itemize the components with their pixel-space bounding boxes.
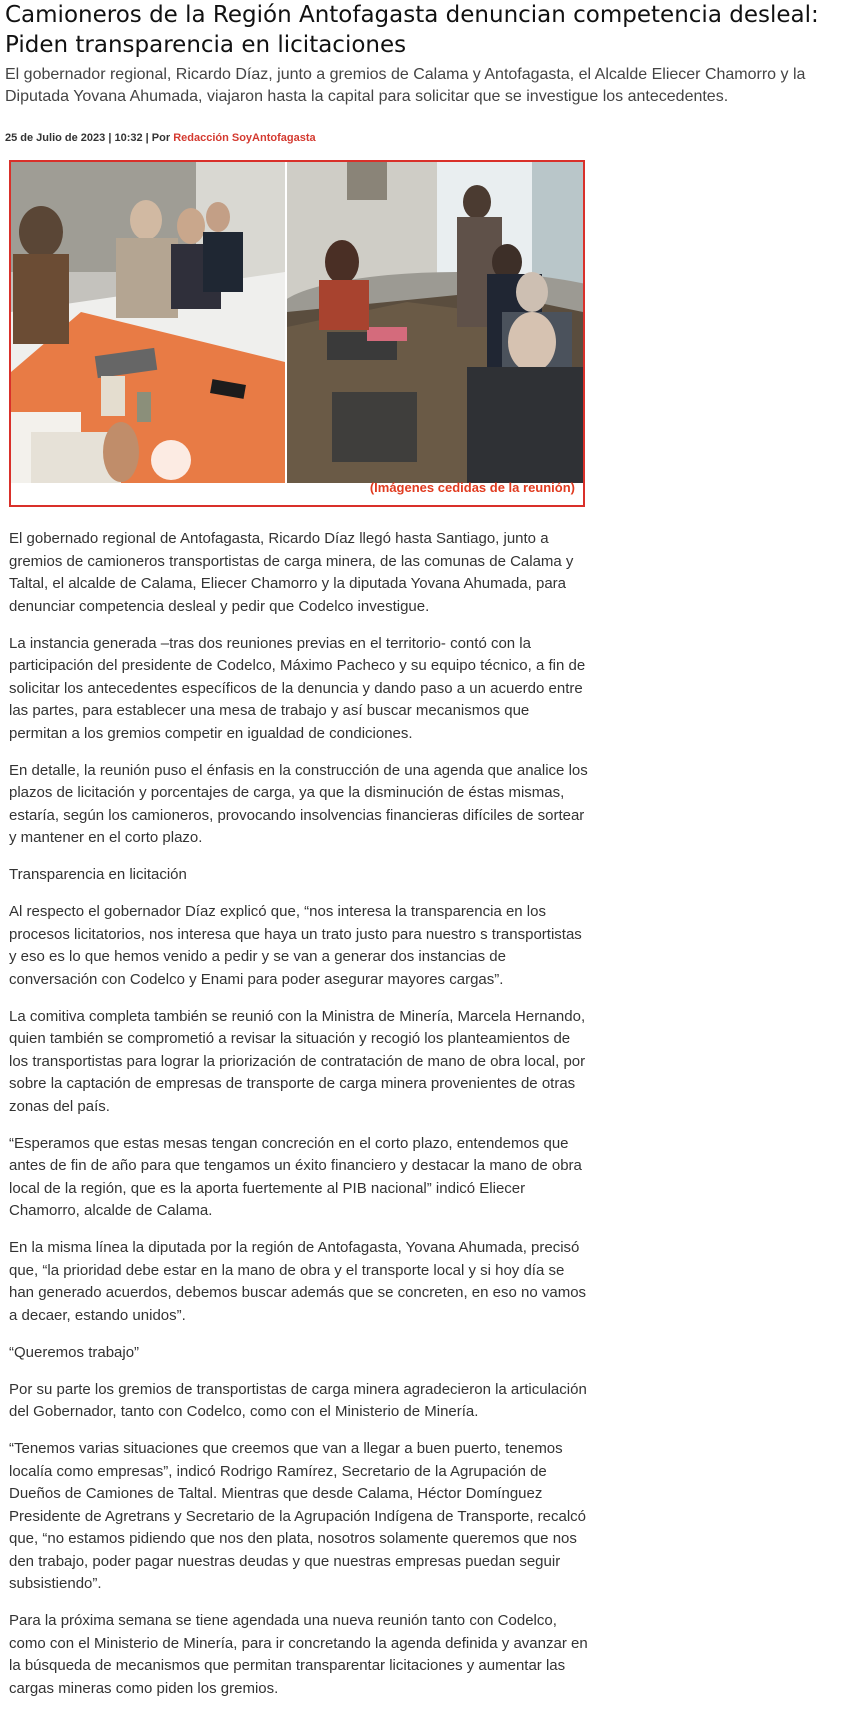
- article-body: [9, 528, 589, 1715]
- article-paragraph: El gobernado regional de Antofagasta, Ricardo Díaz llegó hasta Santiago, junto a gremios de camioneros transportistas de carga minera, de las comunas de Calama y Taltal, el alcalde de Calama, Eliecer Chamorro y la diputada Yovana Ahumada, para denunciar competencia desleal y pedir que Codelco investigue.: [9, 530, 574, 615]
- meeting-photo-right-image: [287, 162, 583, 483]
- article-paragraph: La comitiva completa también se reunió con la Ministra de Minería, Marcela Hernando, quien también se comprometió a revisar la situación y recogió los planteamientos de los transportistas para lograr la priorización de contratación de mano de obra local, por sobre la captación de empresas de transporte de carga minera provenientes de otras zonas del país.: [9, 1007, 586, 1115]
- article-paragraph: Para la próxima semana se tiene agendada una nueva reunión tanto con Codelco, como con el Ministerio de Minería, para ir concretando la agenda definida y avanzar en la búsqueda de mecanismos que permitan transparentar licitaciones y aumentar las cargas mineras como piden los gremios.: [9, 1612, 588, 1697]
- article-paragraph: “Tenemos varias situaciones que creemos que van a llegar a buen puerto, tenemos localía como empresas”, indicó Rodrigo Ramírez, Secretario de la Agrupación de Dueños de Camiones de Taltal. Mientras que desde Calama, Héctor Domínguez Presidente de Agretrans y Secretario de la Agrupación Indígena de Transporte, recalcó que, “no estamos pidiendo que nos den plata, nosotros solamente queremos que nos den trabajo, poder pagar nuestras deudas y que nuestras empresas puedan seguir subsistiendo”.: [9, 1440, 587, 1592]
- article-paragraph: Al respecto el gobernador Díaz explicó que, “nos interesa la transparencia en los procesos licitatorios, nos interesa que haya un trato justo para nuestro s transportistas y eso es lo que hemos venido a pedir y se van a generar dos instancias de conversación con Codelco y Enami para poder asegurar mayores cargas”.: [9, 903, 582, 988]
- article-meta: [5, 132, 316, 144]
- article-paragraph: La instancia generada –tras dos reuniones previas en el territorio- contó con la participación del presidente de Codelco, Máximo Pacheco y su equipo técnico, a fin de solicitar los antecedentes específicos de la denuncia y dando paso a un acuerdo entre las partes, para establecer una mesa de trabajo y así buscar mecanismos que permitan a los gremios competir en igualdad de condiciones.: [9, 634, 586, 742]
- meeting-photo-left: [11, 162, 285, 483]
- section-heading-transparencia: Transparencia en licitación: [9, 866, 187, 883]
- author-link[interactable]: Redacción SoyAntofagasta: [173, 132, 316, 144]
- article-paragraph: “Esperamos que estas mesas tengan concreción en el corto plazo, entendemos que antes de fin de año para que tengamos un éxito financiero y destacar la mano de obra local de la región, que es la aporta fuertemente al PIB nacional” indicó Eliecer Chamorro, alcalde de Calama.: [9, 1134, 582, 1219]
- article-title: Camioneros de la Región Antofagasta denuncian competencia desleal: Piden transparencia en licitaciones: [5, 2, 819, 58]
- article-paragraph: Por su parte los gremios de transportistas de carga minera agradecieron la articulación del Gobernador, tanto con Codelco, como con el Ministerio de Minería.: [9, 1380, 587, 1420]
- article-subtitle: El gobernador regional, Ricardo Díaz, junto a gremios de Calama y Antofagasta, el Alcalde Eliecer Chamorro y la Diputada Yovana Ahumada, viajaron hasta la capital para solicitar que se investigue los antecedentes.: [5, 66, 806, 105]
- section-heading-trabajo: “Queremos trabajo”: [9, 1343, 140, 1361]
- image-caption: (Imágenes cedidas de la reunión): [369, 480, 575, 495]
- meeting-photo-left-image: [11, 162, 285, 483]
- article-date: 25 de Julio de 2023 | 10:32 | Por: [5, 132, 174, 144]
- article-paragraph: En detalle, la reunión puso el énfasis en la construcción de una agenda que analice los plazos de licitación y porcentajes de carga, ya que la disminución de éstas mismas, estaría, según los camioneros, provocando insolvencias financieras difíciles de sortear y mantener en el corto plazo.: [9, 761, 588, 846]
- article-paragraph: En la misma línea la diputada por la región de Antofagasta, Yovana Ahumada, precisó que, “la prioridad debe estar en la mano de obra y el transporte local y si hoy día se han generado acuerdos, debemos buscar además que se concreten, en eso no vamos a decaer, estando unidos”.: [9, 1239, 587, 1324]
- article-image: [9, 160, 585, 507]
- meeting-photo-right: [287, 162, 583, 483]
